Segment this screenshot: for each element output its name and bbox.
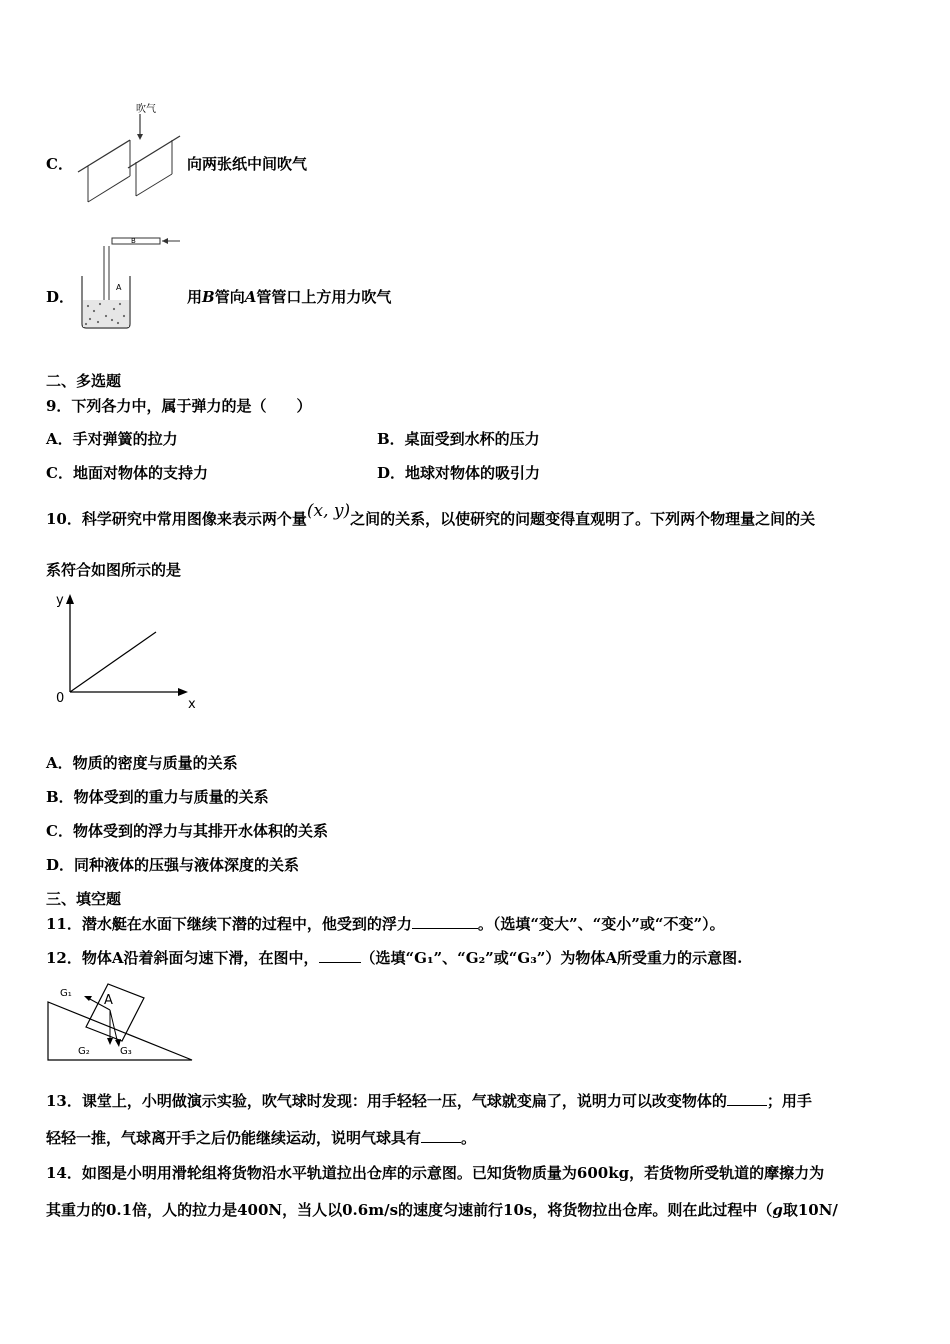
q13-line1: 13．课堂上，小明做演示实验，吹气球时发现：用手轻轻一压，气球就变扁了，说明力可以改变物体的 ；用手 bbox=[46, 1092, 812, 1110]
q12-figure-label-a: A bbox=[104, 993, 113, 1008]
section-2-heading: 二、多选题 bbox=[46, 372, 122, 390]
section-3-heading: 三、填空题 bbox=[46, 890, 122, 908]
q12-incline-figure bbox=[44, 980, 196, 1066]
q9-option-d: D．地球对物体的吸引力 bbox=[377, 464, 541, 482]
q13-answer-blank-1[interactable] bbox=[727, 1091, 767, 1106]
q8-d-figure-label-b: B bbox=[131, 237, 136, 245]
q8-option-c-text: 向两张纸中间吹气 bbox=[187, 155, 308, 173]
q8-option-c-label: C． bbox=[46, 155, 73, 173]
q12-figure-label-g1: G₁ bbox=[60, 988, 72, 999]
q9-option-a: A．手对弹簧的拉力 bbox=[46, 430, 178, 448]
q11-stem: 11．潜水艇在水面下继续下潜的过程中，他受到的浮力 。（选填“变大”、“变小”或“不变”）。 bbox=[46, 915, 725, 933]
q13-answer-blank-2[interactable] bbox=[421, 1128, 461, 1143]
q10-formula-xy: (x, y) bbox=[306, 501, 351, 521]
q12-stem: 12．物体A沿着斜面匀速下滑，在图中， （选填“G₁”、“G₂”或“G₃”）为物体A所受重力的示意图. bbox=[46, 949, 743, 967]
q8-option-d-text: 用B管向A管管口上方用力吹气 bbox=[187, 288, 392, 306]
q14-line2: 其重力的0.1倍，人的拉力是400N，当人以0.6m/s的速度匀速前行10s，将货物拉出仓库。则在此过程中（g取10N/ bbox=[46, 1201, 838, 1219]
q8-d-figure-label-a: A bbox=[116, 283, 122, 292]
q13-line2: 轻轻一推，气球离开手之后仍能继续运动，说明气球具有 。 bbox=[46, 1129, 477, 1147]
q10-option-c: C．物体受到的浮力与其排开水体积的关系 bbox=[46, 822, 328, 840]
q12-answer-blank[interactable] bbox=[319, 948, 361, 963]
q14-line1: 14．如图是小明用滑轮组将货物沿水平轨道拉出仓库的示意图。已知货物质量为600kg，若货物所受轨道的摩擦力为 bbox=[46, 1164, 825, 1182]
q10-stem-line1: 10．科学研究中常用图像来表示两个量(x, y)之间的关系，以使研究的问题变得直观明了。下列两个物理量之间的关 bbox=[46, 501, 816, 528]
q9-option-b: B．桌面受到水杯的压力 bbox=[377, 430, 540, 448]
q8-d-figure-tube-blow bbox=[76, 232, 186, 332]
q10-option-d: D．同种液体的压强与液体深度的关系 bbox=[46, 856, 300, 874]
q10-stem-line2: 系符合如图所示的是 bbox=[46, 561, 182, 579]
q9-option-c: C．地面对物体的支持力 bbox=[46, 464, 208, 482]
q12-figure-label-g3: G₃ bbox=[120, 1046, 132, 1057]
q11-answer-blank[interactable] bbox=[412, 914, 478, 929]
q10-linear-graph bbox=[52, 588, 202, 714]
q8-c-figure-paper-blow bbox=[72, 100, 182, 208]
q8-c-figure-label: 吹气 bbox=[136, 104, 156, 115]
q10-option-b: B．物体受到的重力与质量的关系 bbox=[46, 788, 269, 806]
q9-stem: 9．下列各力中，属于弹力的是（ ） bbox=[46, 397, 312, 415]
q10-option-a: A．物质的密度与质量的关系 bbox=[46, 754, 238, 772]
q10-graph-y-label: y bbox=[56, 593, 64, 608]
q10-graph-origin-label: 0 bbox=[56, 691, 65, 706]
q8-option-d-label: D． bbox=[46, 288, 75, 306]
q12-figure-label-g2: G₂ bbox=[78, 1046, 90, 1057]
q10-graph-x-label: x bbox=[188, 697, 196, 712]
